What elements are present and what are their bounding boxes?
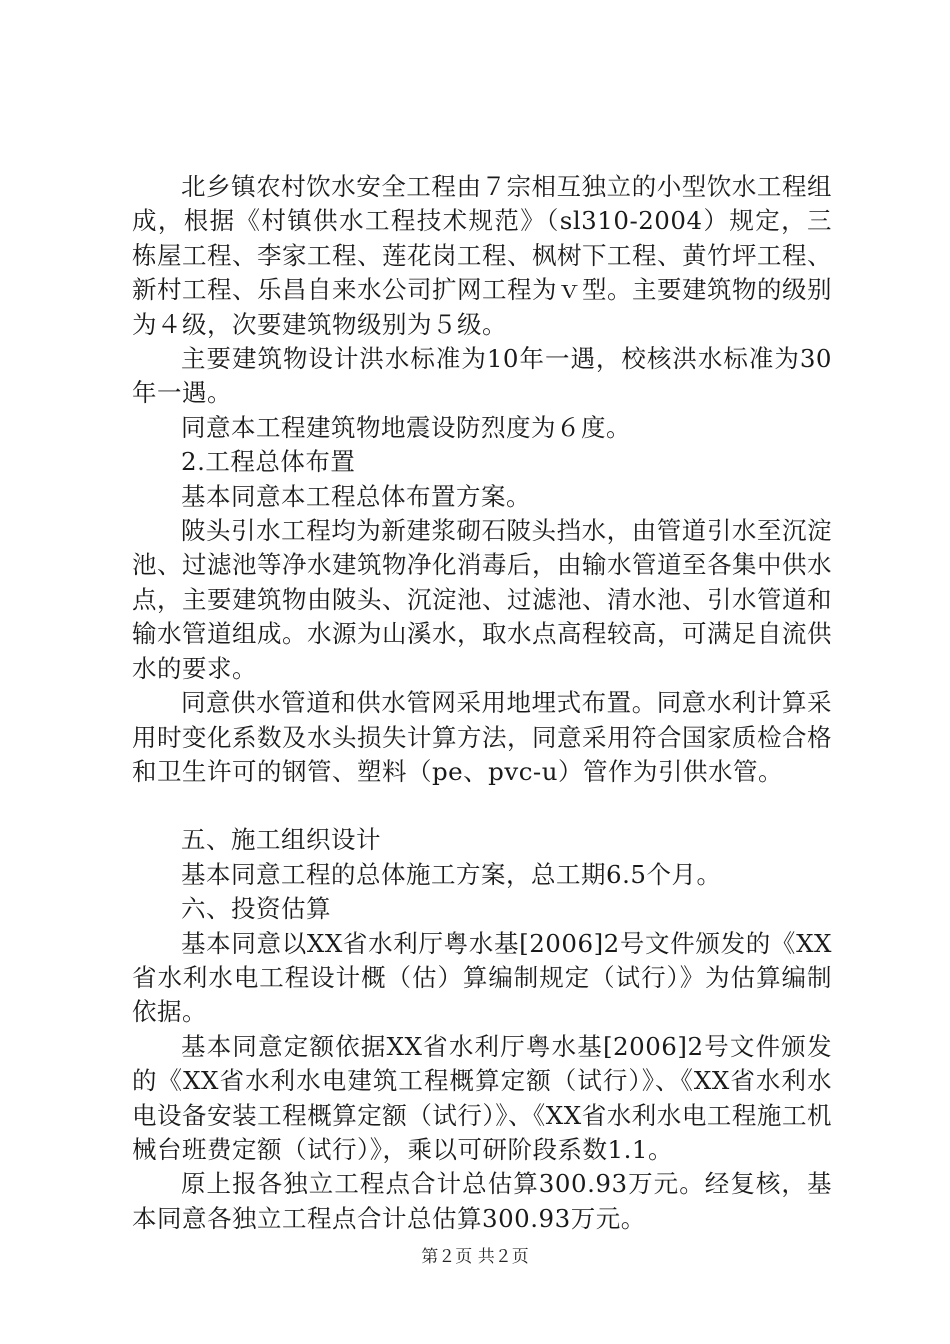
document-body	[132, 170, 832, 1236]
paragraph-flood-standard: 主要建筑物设计洪水标准为10年一遇，校核洪水标准为30年一遇。	[132, 344, 832, 408]
paragraph-construction-period: 基本同意工程的总体施工方案，总工期6.5个月。	[181, 859, 722, 889]
section-heading-construction: 五、施工组织设计	[181, 825, 381, 855]
paragraph-pipe-network: 同意供水管道和供水管网采用地埋式布置。同意水利计算采用时变化系数及水头损失计算方法，同意采用符合国家质检合格和卫生许可的钢管、塑料（pe、pvc-u）管作为引供水管。	[132, 688, 832, 786]
paragraph-estimate-basis: 基本同意以XX省水利厅粤水基[2006]2号文件颁发的《XX省水利水电工程设计概（估）算编制规定（试行）》为估算编制依据。	[132, 928, 832, 1027]
paragraph-project-classification: 北乡镇农村饮水安全工程由７宗相互独立的小型饮水工程组成，根据《村镇供水工程技术规范》（sl310-2004）规定，三栋屋工程、李家工程、莲花岗工程、枫树下工程、黄竹坪工程、新村工程、乐昌自来水公司扩网工程为ｖ型。主要建筑物的级别为４级，次要建筑物级别为５级。	[132, 172, 832, 339]
paragraph-layout-approval: 基本同意本工程总体布置方案。	[181, 481, 531, 511]
paragraph-spacer	[132, 789, 832, 823]
paragraph-total-estimate: 原上报各独立工程点合计总估算300.93万元。经复核，基本同意各独立工程点合计总估算300.93万元。	[132, 1169, 832, 1233]
section-heading-investment: 六、投资估算	[181, 894, 331, 924]
page-number-footer: 第２页 共２页	[421, 1247, 529, 1267]
paragraph-seismic: 同意本工程建筑物地震设防烈度为６度。	[181, 412, 631, 442]
paragraph-quota-basis: 基本同意定额依据XX省水利厅粤水基[2006]2号文件颁发的《XX省水利水电建筑工程概算定额（试行）》、《XX省水利水电设备安装工程概算定额（试行）》、《XX省水利水电工程施工机械台班费定额（试行）》，乘以可研阶段系数1.1。	[132, 1031, 832, 1164]
paragraph-diversion: 陂头引水工程均为新建浆砌石陂头挡水，由管道引水至沉淀池、过滤池等净水建筑物净化消毒后，由输水管道至各集中供水点，主要建筑物由陂头、沉淀池、过滤池、清水池、引水管道和输水管道组成。水源为山溪水，取水点高程较高，可满足自流供水的要求。	[132, 516, 832, 683]
section-heading-layout: 2.工程总体布置	[181, 447, 356, 477]
